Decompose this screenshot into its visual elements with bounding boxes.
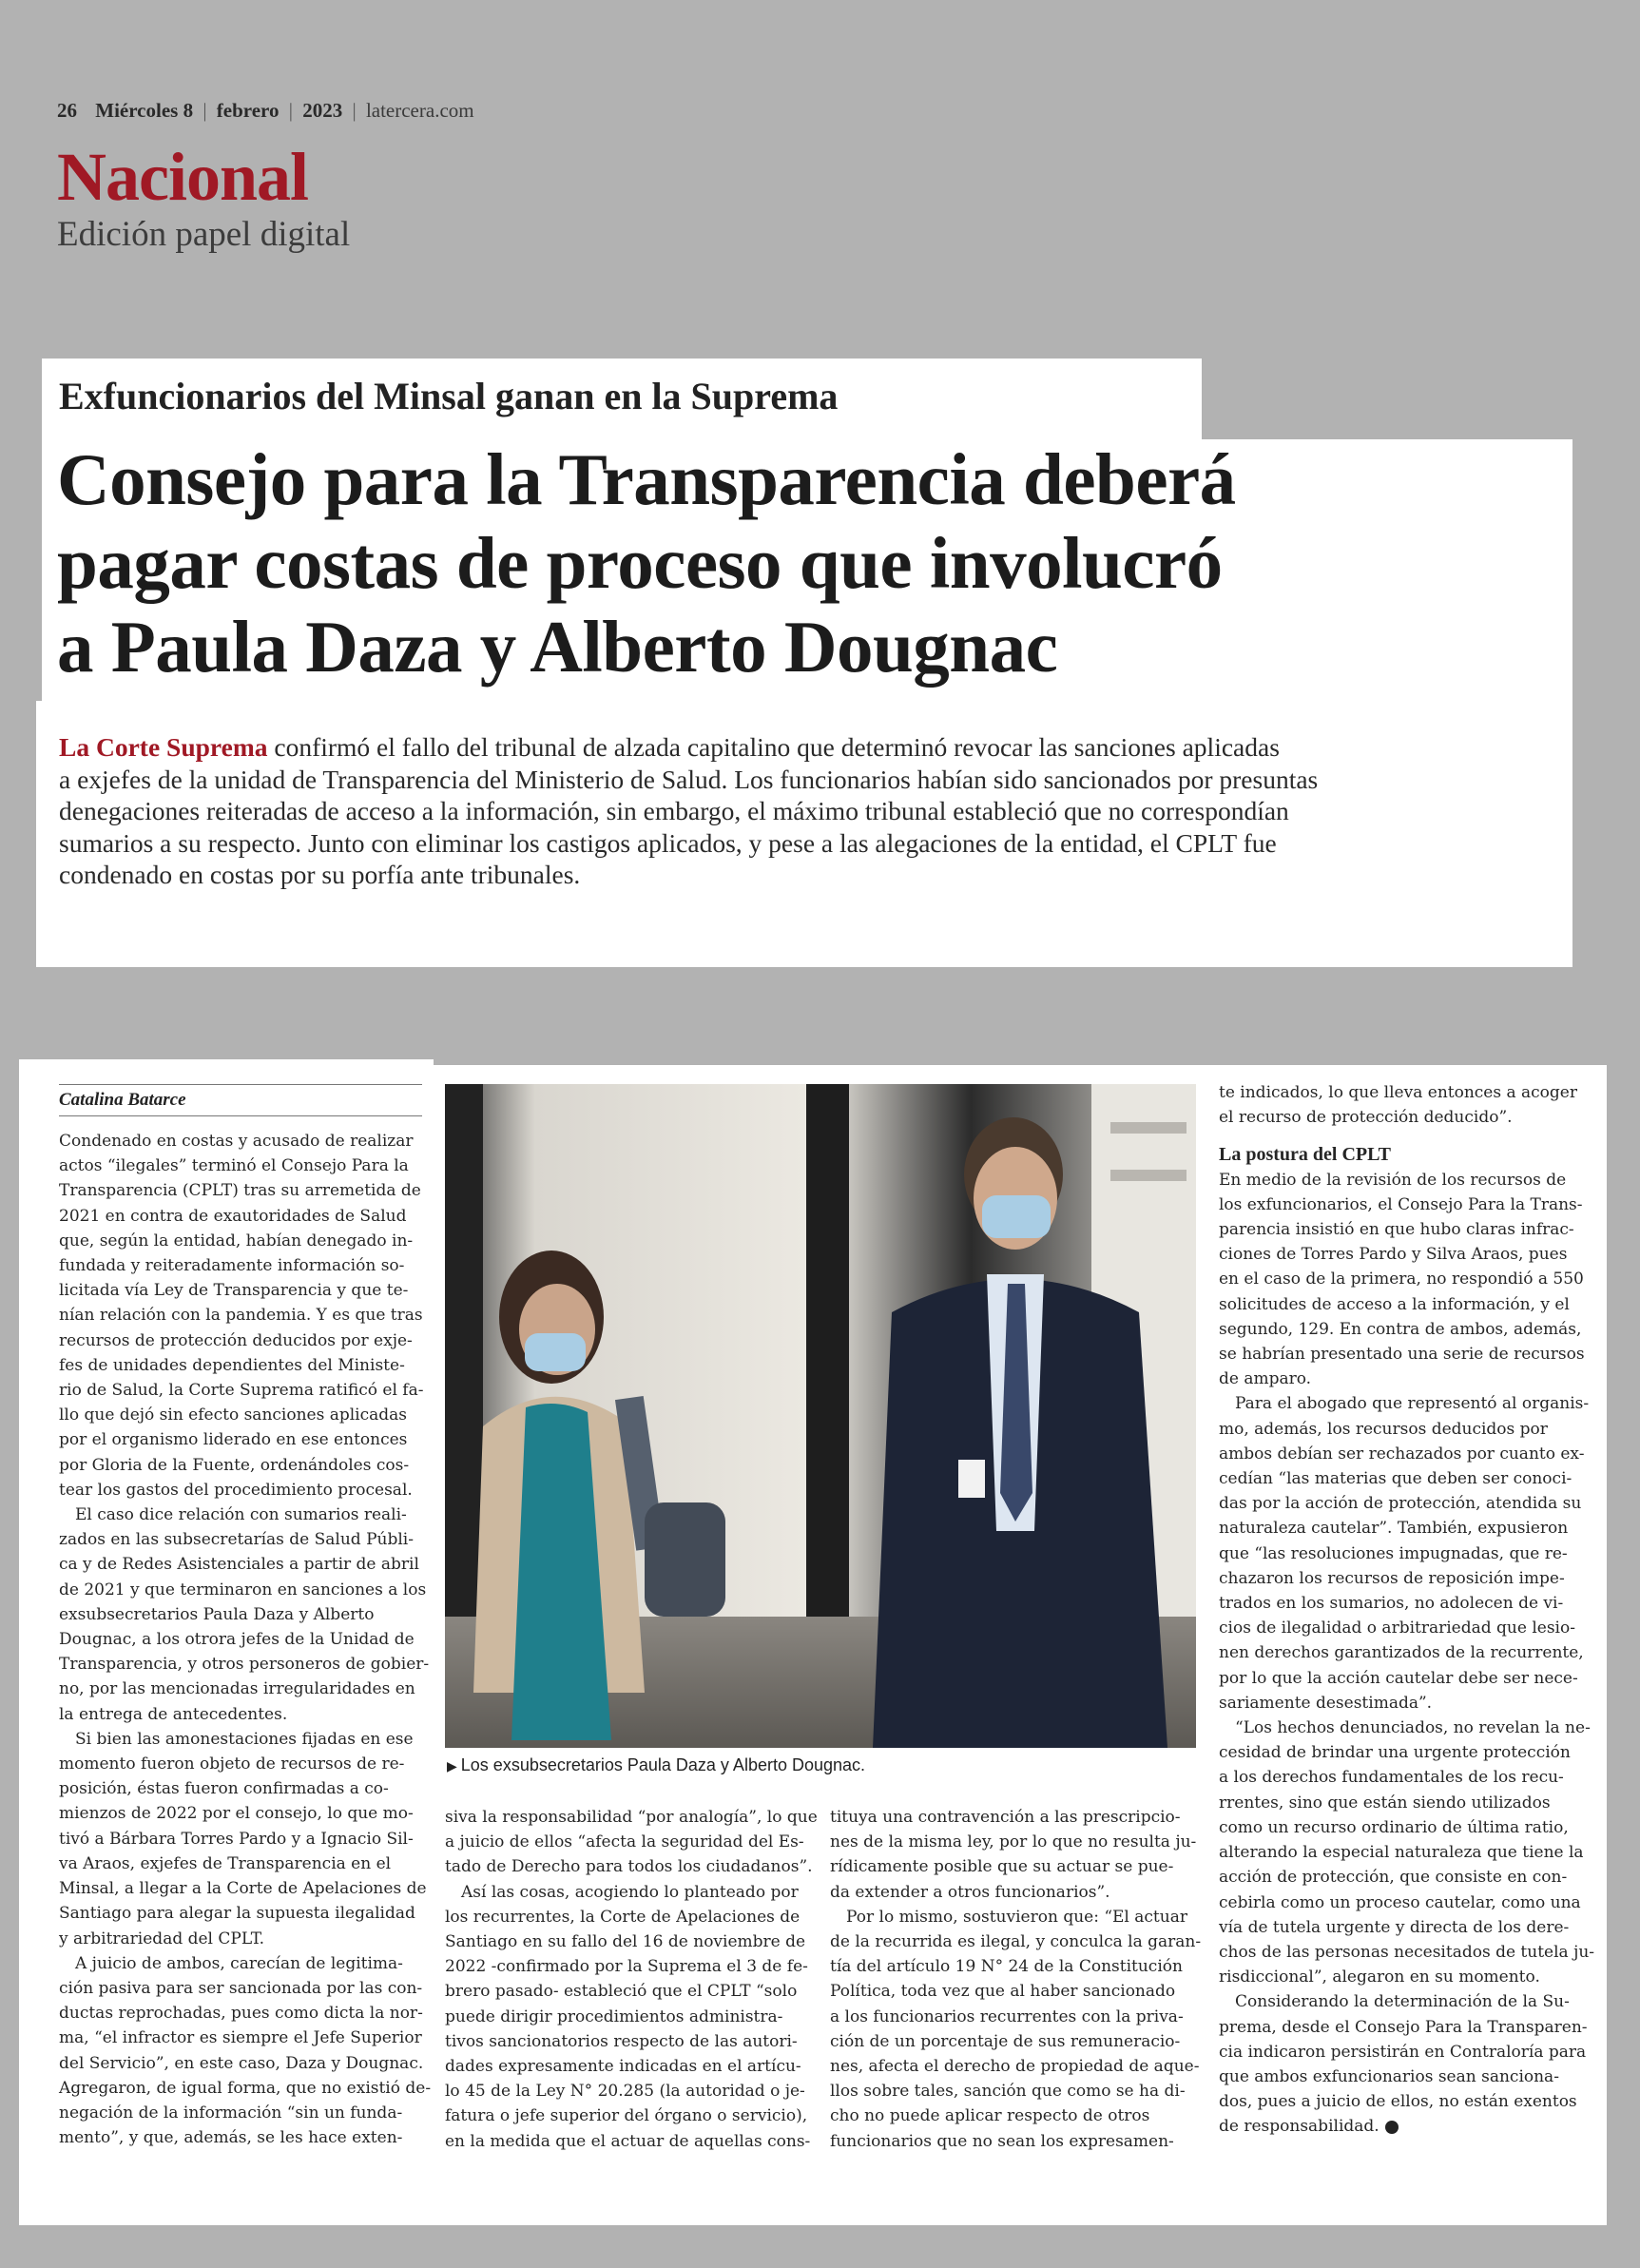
body-line: cios de ilegalidad o arbitrariedad que lesio- xyxy=(1219,1619,1575,1638)
body-line: mienzos de 2022 por el consejo, lo que mo- xyxy=(59,1804,414,1824)
body-line: ma, “el infractor es siempre el Jefe Superior xyxy=(59,2028,422,2048)
body-line: risdiccional”, alegaron en su momento. xyxy=(1219,1968,1540,1987)
body-line: que, según la entidad, habían denegado in- xyxy=(59,1231,414,1250)
body-line: fes de unidades dependientes del Ministe- xyxy=(59,1355,405,1375)
body-line: a los funcionarios recurrentes con la priva- xyxy=(830,2006,1184,2026)
body-line: El caso dice relación con sumarios reali- xyxy=(59,1505,407,1525)
body-line: cebirla como un proceso cautelar, como una xyxy=(1219,1892,1581,1912)
body-line: trados en los sumarios, no adolecen de vi- xyxy=(1219,1594,1564,1614)
body-line: actos “ilegales” terminó el Consejo Para la xyxy=(59,1156,409,1176)
body-line: Si bien las amonestaciones fijadas en ese xyxy=(59,1729,414,1749)
body-line: recursos de protección deducidos por exje- xyxy=(59,1330,413,1350)
body-line: Condenado en costas y acusado de realizar xyxy=(59,1132,414,1151)
body-line: ductas reprochadas, pues como dicta la nor- xyxy=(59,2004,423,2024)
page-header: 26 Miércoles 8 | febrero | 2023 | latercera.com xyxy=(57,99,474,122)
body-line: el recurso de protección deducido”. xyxy=(1219,1108,1513,1128)
body-line: momento fueron objeto de recursos de re- xyxy=(59,1754,405,1774)
body-line: Agregaron, de igual forma, que no existió de- xyxy=(59,2078,432,2098)
issue-month: febrero xyxy=(216,99,280,122)
body-line: los exfuncionarios, el Consejo Para la Trans- xyxy=(1219,1194,1583,1214)
body-line: Minsal, a llegar a la Corte de Apelaciones de xyxy=(59,1879,427,1899)
body-line: ción de un porcentaje de sus remuneracio- xyxy=(830,2031,1181,2051)
body-line: negación de la información “sin un funda- xyxy=(59,2103,403,2123)
edition-label: Edición papel digital xyxy=(57,215,351,254)
body-line: te indicados, lo que lleva entonces a acoger xyxy=(1219,1083,1577,1102)
body-line: dos, pues a juicio de ellos, no están exentos xyxy=(1219,2092,1577,2112)
body-line: sariamente desestimada”. xyxy=(1219,1693,1433,1713)
body-line: de responsabilidad. xyxy=(1219,2114,1590,2139)
end-mark-icon xyxy=(1385,2121,1399,2134)
body-line: ciones de Torres Pardo y Silva Araos, pues xyxy=(1219,1245,1568,1265)
body-line: chos de las personas necesitados de tutela ju- xyxy=(1219,1942,1595,1962)
title-line: a Paula Daza y Alberto Dougnac xyxy=(57,606,1058,688)
body-line: funcionarios que no sean los expresamen- xyxy=(830,2131,1174,2151)
lead-highlight: La Corte Suprema xyxy=(59,732,268,762)
body-line: rídicamente posible que su actuar se pue- xyxy=(830,1857,1174,1877)
photo-illustration xyxy=(445,1084,1196,1748)
body-line: Política, toda vez que al haber sancionado xyxy=(830,1982,1176,2002)
body-line: a juicio de ellos “afecta la seguridad del Es- xyxy=(445,1832,804,1852)
article-title xyxy=(57,437,1559,688)
body-line: lo 45 de la Ley N° 20.285 (la autoridad o je- xyxy=(445,2082,805,2102)
title-line: Consejo para la Transparencia deberá xyxy=(57,438,1236,520)
body-line: exsubsecretarios Paula Daza y Alberto xyxy=(59,1604,375,1624)
body-line: de 2021 y que terminaron en sanciones a los xyxy=(59,1580,427,1599)
body-line: Así las cosas, acogiendo lo planteado por xyxy=(445,1882,799,1902)
section-title: Nacional xyxy=(57,139,309,215)
body-line: alterando la especial naturaleza que tiene la xyxy=(1219,1843,1584,1863)
body-line: por el organismo liderado en ese entonces xyxy=(59,1430,408,1450)
body-line: brero pasado- estableció que el CPLT “solo xyxy=(445,1982,798,2002)
body-column-2 xyxy=(445,1805,816,2154)
body-line: rrentes, sino que están siendo utilizados xyxy=(1219,1793,1551,1812)
body-line: Considerando la determinación de la Su- xyxy=(1219,1992,1570,2012)
body-line: tado de Derecho para todos los ciudadanos”. xyxy=(445,1857,813,1877)
body-line: 2021 en contra de exautoridades de Salud xyxy=(59,1206,407,1226)
byline-rule xyxy=(59,1084,422,1085)
body-line: no, por las mencionadas irregularidades en xyxy=(59,1679,415,1699)
body-line: de la recurrida es ilegal, y conculca la garan- xyxy=(830,1932,1202,1952)
body-line: licitada vía Ley de Transparencia y que te- xyxy=(59,1281,409,1301)
body-line: Transparencia (CPLT) tras su arremetida de xyxy=(59,1181,421,1201)
body-column-1 xyxy=(59,1129,432,2150)
body-line: prema, desde el Consejo Para la Transparen- xyxy=(1219,2017,1588,2037)
body-line: fatura o jefe superior del órgano o servicio), xyxy=(445,2106,808,2126)
photo-caption: ▶ Los exsubsecretarios Paula Daza y Alberto Dougnac. xyxy=(447,1755,866,1774)
subhead: La postura del CPLT xyxy=(1219,1144,1391,1166)
body-line: del Servicio”, en este caso, Daza y Dougnac. xyxy=(59,2053,424,2073)
title-line: pagar costas de proceso que involucró xyxy=(57,522,1223,604)
body-line: llos sobre tales, sanción que como se ha di- xyxy=(830,2082,1186,2102)
byline: Catalina Batarce xyxy=(59,1090,186,1110)
body-line: en el caso de la primera, no respondió a 550 xyxy=(1219,1270,1584,1289)
body-line: dades expresamente indicadas en el artícu- xyxy=(445,2057,801,2077)
body-line: cedían “las materias que deben ser conoci- xyxy=(1219,1469,1572,1489)
issue-year: 2023 xyxy=(302,99,343,122)
body-line: se habrían presentado una serie de recursos xyxy=(1219,1345,1585,1365)
body-line: tivó a Bárbara Torres Pardo y a Ignacio Sil- xyxy=(59,1829,414,1849)
body-line: ambos debían ser rechazados por cuanto ex- xyxy=(1219,1444,1585,1464)
body-line: en la medida que el actuar de aquellas cons- xyxy=(445,2131,811,2151)
body-line: tear los gastos del procedimiento procesal. xyxy=(59,1480,413,1500)
article-photo xyxy=(445,1084,1196,1748)
body-line: puede dirigir procedimientos administra- xyxy=(445,2006,783,2026)
body-line: ción pasiva para ser sancionada por las con- xyxy=(59,1978,423,1998)
body-line: vía de tutela urgente y directa de los dere- xyxy=(1219,1917,1570,1937)
body-line: segundo, 129. En contra de ambos, además, xyxy=(1219,1319,1582,1339)
body-line: llo que dejó sin efecto sanciones aplicadas xyxy=(59,1405,408,1425)
caption-triangle-icon: ▶ xyxy=(447,1758,457,1774)
body-line: nes de la misma ley, por lo que no resulta ju- xyxy=(830,1832,1197,1852)
issue-date: Miércoles 8 xyxy=(95,99,194,122)
body-column-4 xyxy=(1219,1080,1595,2140)
body-line: que “las resoluciones impugnadas, que re- xyxy=(1219,1543,1568,1563)
body-line: das por la acción de protección, atendida su xyxy=(1219,1494,1582,1514)
body-line: nen derechos garantizados de la recurrente, xyxy=(1219,1643,1584,1663)
body-line: cia indicaron persistirán en Contraloría para xyxy=(1219,2042,1587,2062)
body-line: posición, éstas fueron confirmadas a co- xyxy=(59,1779,389,1799)
body-line: va Araos, exjefes de Transparencia en el xyxy=(59,1853,392,1873)
body-line: solicitudes de acceso a la información, y el xyxy=(1219,1294,1570,1314)
page-number: 26 xyxy=(57,99,77,122)
body-line: como un recurso ordinario de última ratio, xyxy=(1219,1817,1569,1837)
body-line: fundada y reiteradamente información so- xyxy=(59,1256,405,1276)
body-line: y arbitrariedad del CPLT. xyxy=(59,1929,264,1948)
lead-line: La Corte Suprema confirmó el fallo del tribunal de alzada capitalino que determinó revocar las sanciones aplicadas xyxy=(59,732,1280,762)
lead-line: sumarios a su respecto. Junto con eliminar los castigos aplicados, y pese a las alegaciones de la entidad, el CPLT fue xyxy=(59,827,1277,858)
body-line: En medio de la revisión de los recursos de xyxy=(1219,1170,1567,1190)
body-line: de amparo. xyxy=(1219,1369,1312,1389)
body-line: ca y de Redes Asistenciales a partir de abril xyxy=(59,1555,419,1575)
body-line: Santiago para alegar la supuesta ilegalidad xyxy=(59,1904,415,1924)
lead-line: a exjefes de la unidad de Transparencia del Ministerio de Salud. Los funcionarios habían sido sancionados por presuntas xyxy=(59,764,1319,794)
body-line: tituya una contravención a las prescripcio- xyxy=(830,1808,1181,1827)
body-line: tía del artículo 19 N° 24 de la Constitución xyxy=(830,1957,1183,1977)
body-line: rio de Salud, la Corte Suprema ratificó el fa- xyxy=(59,1381,424,1401)
body-line: mento”, y que, además, se les hace exten- xyxy=(59,2128,403,2148)
body-line: A juicio de ambos, carecían de legitima- xyxy=(59,1953,403,1973)
body-line: “Los hechos denunciados, no revelan la ne- xyxy=(1219,1718,1591,1738)
lead-line: denegaciones reiteradas de acceso a la información, sin embargo, el máximo tribunal estableció que no correspondían xyxy=(59,796,1289,825)
site-link[interactable]: latercera.com xyxy=(365,99,474,122)
byline-rule xyxy=(59,1115,422,1116)
body-line: Santiago en su fallo del 16 de noviembre de xyxy=(445,1932,806,1952)
body-line: la entrega de antecedentes. xyxy=(59,1704,288,1724)
body-line: siva la responsabilidad “por analogía”, lo que xyxy=(445,1808,818,1827)
body-line: 2022 -confirmado por la Suprema el 3 de fe- xyxy=(445,1957,808,1977)
body-line: Transparencia, y otros personeros de gobier- xyxy=(59,1655,430,1675)
body-line: parencia insistió en que hubo claras infrac- xyxy=(1219,1220,1574,1240)
body-line: a los derechos fundamentales de los recu- xyxy=(1219,1768,1564,1788)
body-line: Dougnac, a los otrora jefes de la Unidad de xyxy=(59,1630,415,1650)
body-column-3 xyxy=(830,1805,1201,2154)
body-line: que ambos exfuncionarios sean sanciona- xyxy=(1219,2066,1559,2086)
body-line: por lo que la acción cautelar debe ser nece- xyxy=(1219,1668,1578,1688)
lead-line: condenado en costas por su porfía ante tribunales. xyxy=(59,860,581,889)
body-line: Por lo mismo, sostuvieron que: “El actuar xyxy=(830,1907,1187,1927)
body-line: Para el abogado que representó al organis- xyxy=(1219,1394,1590,1414)
body-line: cho no puede aplicar respecto de otros xyxy=(830,2106,1150,2126)
body-line: acción de protección, que consiste en con- xyxy=(1219,1868,1568,1888)
body-line: por Gloria de la Fuente, ordenándoles cos- xyxy=(59,1455,410,1475)
body-line: da extender a otros funcionarios”. xyxy=(830,1882,1110,1902)
article-kicker: Exfuncionarios del Minsal ganan en la Suprema xyxy=(59,375,839,417)
body-line: chazaron los recursos de reposición impe- xyxy=(1219,1568,1565,1588)
article-lead xyxy=(59,731,1542,891)
body-line: cesidad de brindar una urgente protección xyxy=(1219,1743,1571,1763)
body-line: mo, además, los recursos deducidos por xyxy=(1219,1419,1548,1439)
body-line: los recurrentes, la Corte de Apelaciones de xyxy=(445,1907,801,1927)
body-line: nían relación con la pandemia. Y es que tras xyxy=(59,1306,423,1326)
body-line: nes, afecta el derecho de propiedad de aque- xyxy=(830,2057,1200,2077)
body-line: zados en las subsecretarías de Salud Públi- xyxy=(59,1530,414,1550)
body-line: tivos sancionatorios respecto de las autori- xyxy=(445,2031,798,2051)
body-line: naturaleza cautelar”. También, expusieron xyxy=(1219,1519,1569,1539)
